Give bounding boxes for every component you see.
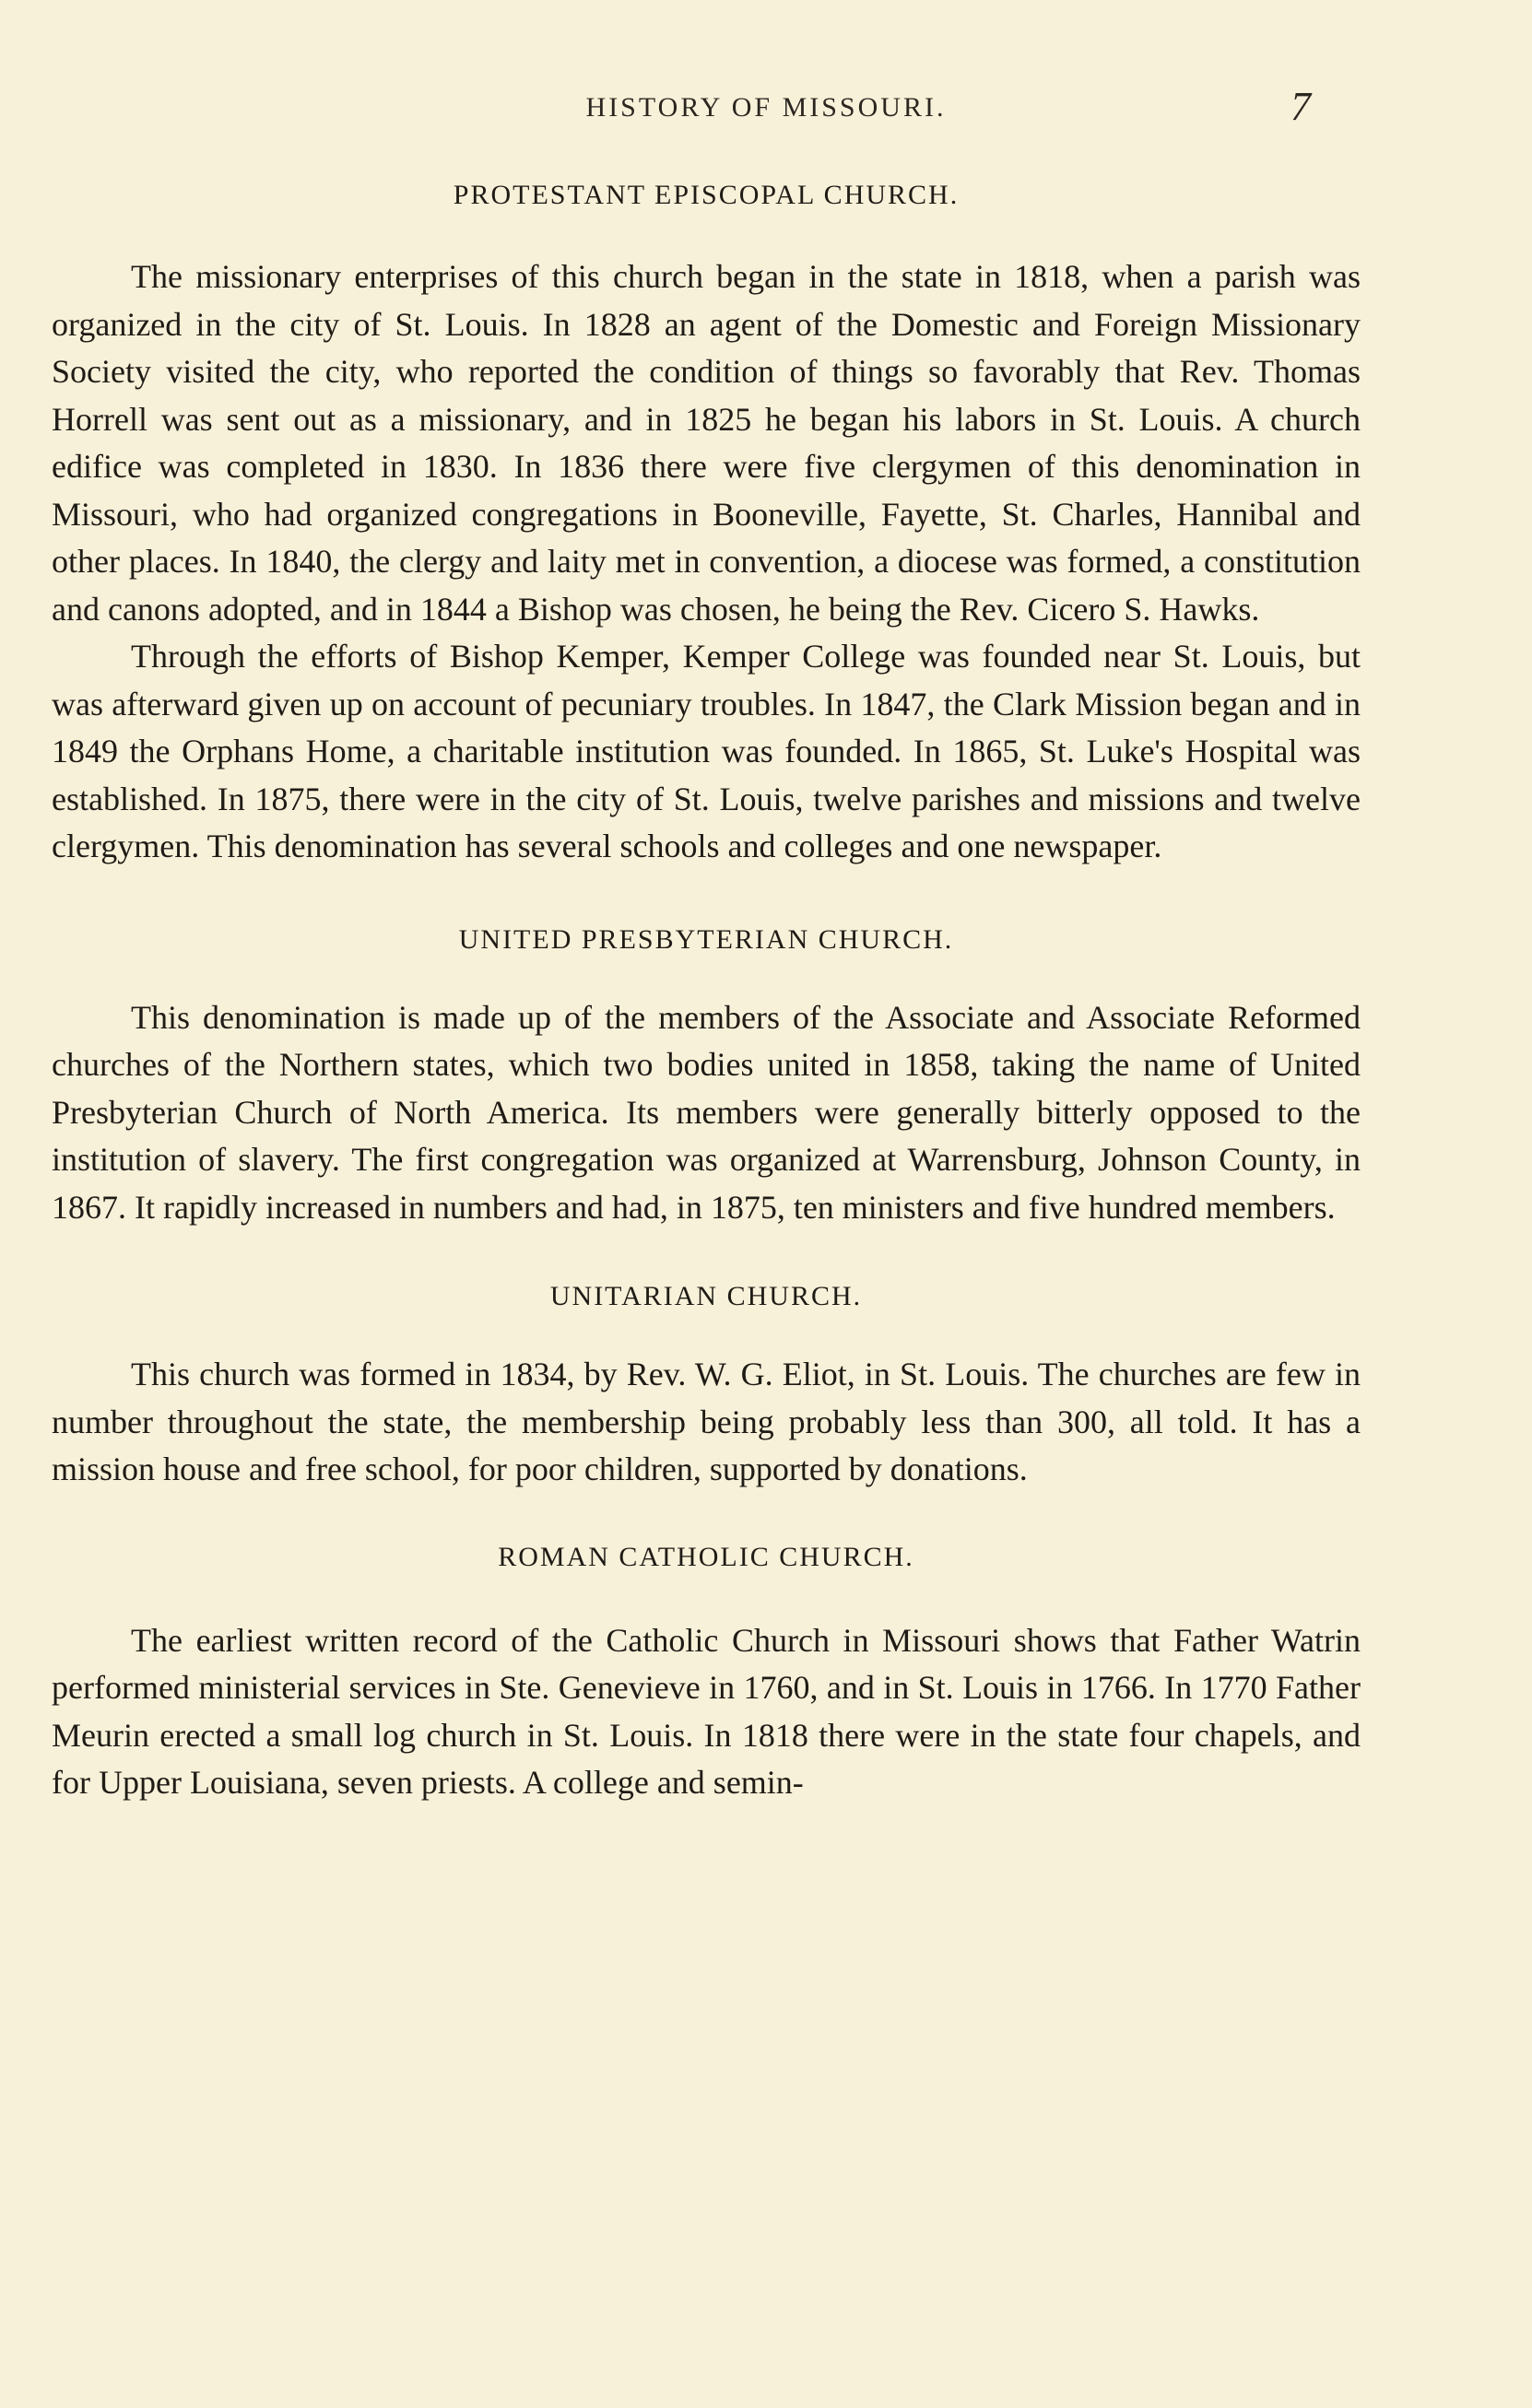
paragraph: This church was formed in 1834, by Rev. W. G. Eliot, in St. Louis. The churches are few in number throughout the state, the membership being probably less than 300, all told. It has a mission house and free school, for poor children, supported by donations. <box>52 1356 1361 1487</box>
section-united-presbyterian <box>52 924 1361 1232</box>
section-heading: PROTESTANT EPISCOPAL CHURCH. <box>453 180 960 210</box>
paragraph: This denomination is made up of the members of the Associate and Associate Reformed churches of the Northern states, which two bodies united in 1858, taking the name of United Presbyterian Church of North America. Its members were generally bitterly opposed to the institution of slavery. The first congregation was organized at Warrensburg, Johnson County, in 1867. It rapidly increased in numbers and had, in 1875, ten ministers and five hundred members. <box>52 998 1361 1226</box>
running-title: HISTORY OF MISSOURI. <box>585 92 947 123</box>
page-number: 7 <box>1290 84 1311 129</box>
paragraph: Through the efforts of Bishop Kemper, Kemper College was founded near St. Louis, but was afterward given up on account of pecuniary troubles. In 1847, the Clark Mission began and in 1849 the Orphans Home, a charitable institution was founded. In 1865, St. Luke's Hospital was established. In 1875, there were in the city of St. Louis, twelve parishes and missions and twelve clergymen. This denomination has several schools and colleges and one newspaper. <box>52 638 1361 864</box>
paragraph: The earliest written record of the Catholic Church in Missouri shows that Father Watrin performed ministerial services in Ste. Genevieve in 1760, and in St. Louis in 1766. In 1770 Father Meurin erected a small log church in St. Louis. In 1818 there were in the state four chapels, and for Upper Louisiana, seven priests. A college and semin- <box>52 1621 1361 1801</box>
section-protestant-episcopal <box>52 180 1361 871</box>
section-heading: ROMAN CATHOLIC CHURCH. <box>498 1541 914 1572</box>
section-heading: UNITARIAN CHURCH. <box>549 1281 863 1311</box>
paragraph: The missionary enterprises of this church began in the state in 1818, when a parish was organized in the city of St. Louis. In 1828 an agent of the Domestic and Foreign Missionary Society visited the city, who reported the condition of things so favorably that Rev. Thomas Horrell was sent out as a missionary, and in 1825 he began his labors in St. Louis. A church edifice was completed in 1830. In 1836 there were five clergymen of this denomination in Missouri, who had organized congregations in Booneville, Fayette, St. Charles, Hannibal and other places. In 1840, the clergy and laity met in convention, a diocese was formed, a constitution and canons adopted, and in 1844 a Bishop was chosen, he being the Rev. Cicero S. Hawks. <box>52 258 1361 628</box>
section-unitarian <box>52 1281 1361 1494</box>
section-heading: UNITED PRESBYTERIAN CHURCH. <box>458 923 954 955</box>
page-body <box>52 180 1361 1807</box>
section-roman-catholic <box>52 1542 1361 1807</box>
